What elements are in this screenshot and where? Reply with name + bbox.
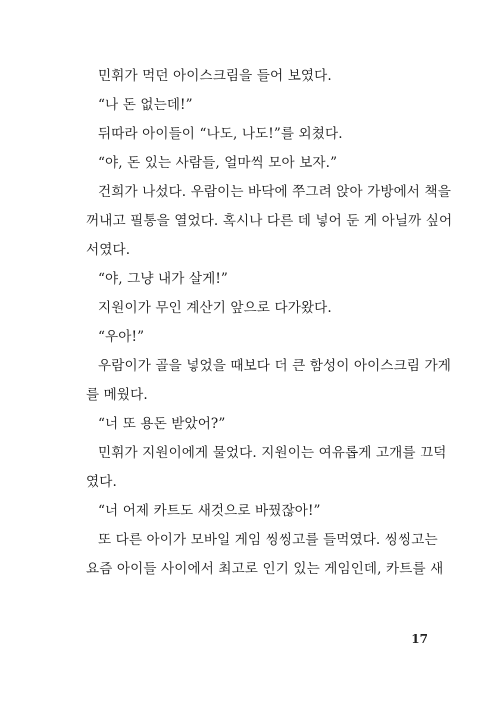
text-line: 민휘가 지원이에게 물었다. 지원이는 여유롭게 고개를 끄덕: [98, 445, 447, 461]
text-line: “야, 그냥 내가 살게!”: [98, 271, 228, 287]
text-line: 였다.: [86, 474, 117, 490]
text-line: “야, 돈 있는 사람들, 얼마씩 모아 보자.”: [98, 155, 338, 171]
text-line: 꺼내고 필통을 열었다. 혹시나 다른 데 넣어 둔 게 아닐까 싶어: [86, 213, 453, 229]
text-line: 서였다.: [86, 242, 131, 258]
text-line: 를 메웠다.: [86, 387, 148, 403]
body-text: [86, 62, 453, 584]
text-line: 또 다른 아이가 모바일 게임 씽씽고를 들먹였다. 씽씽고는: [98, 532, 438, 548]
text-line: 민휘가 먹던 아이스크림을 들어 보였다.: [98, 68, 332, 84]
page-number: 17: [411, 632, 428, 646]
text-line: “우아!”: [98, 329, 145, 345]
text-line: 우람이가 골을 넣었을 때보다 더 큰 함성이 아이스크림 가게: [98, 358, 451, 374]
text-line: 건희가 나섰다. 우람이는 바닥에 쭈그려 앉아 가방에서 책을: [98, 184, 451, 200]
text-line: 지원이가 무인 계산기 앞으로 다가왔다.: [98, 300, 332, 316]
text-line: “나 돈 없는데!”: [98, 97, 193, 113]
text-line: 뒤따라 아이들이 “나도, 나도!”를 외쳤다.: [98, 126, 343, 142]
text-line: “너 어제 카트도 새것으로 바꿨잖아!”: [98, 503, 321, 519]
text-line: 요즘 아이들 사이에서 최고로 인기 있는 게임인데, 카트를 새: [86, 561, 444, 577]
text-line: “너 또 용돈 받았어?”: [98, 416, 226, 432]
